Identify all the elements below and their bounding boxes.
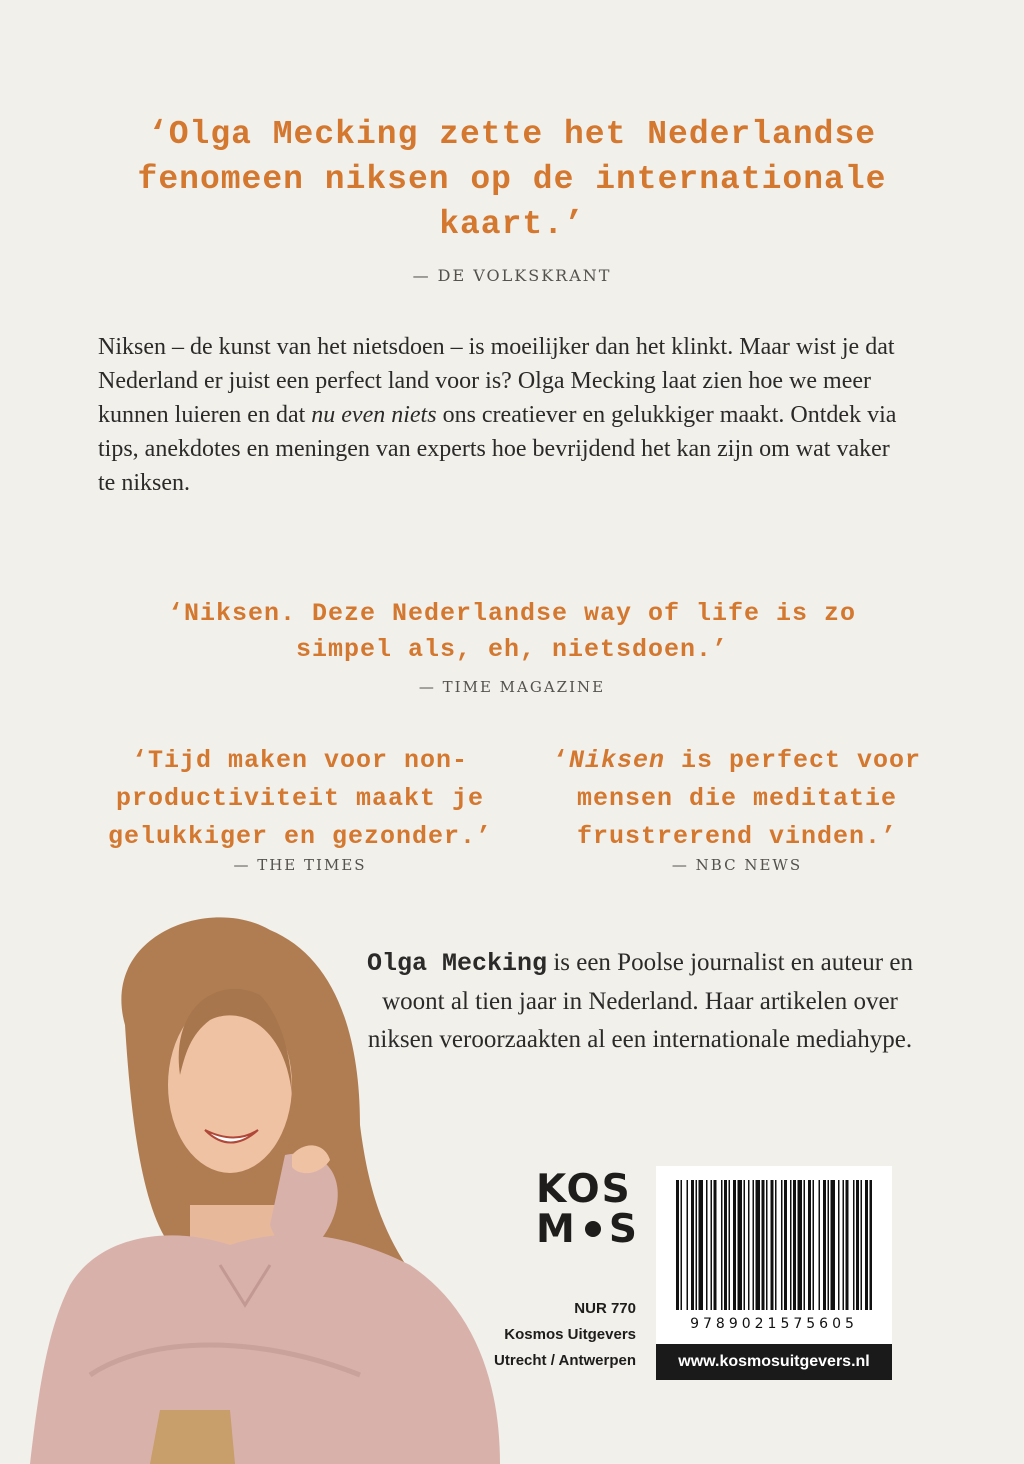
- description-italic: nu even niets: [311, 402, 437, 428]
- quote-nbc-italic: Niksen: [568, 746, 665, 775]
- quote-source-times: — THE TIMES: [233, 856, 367, 874]
- barcode-bar: [744, 1180, 746, 1310]
- publisher-city: Utrecht / Antwerpen: [494, 1352, 636, 1369]
- logo-letter-m: M: [536, 1207, 577, 1252]
- barcode-bar: [714, 1180, 717, 1310]
- barcode-bar: [687, 1180, 689, 1310]
- barcode-bar: [793, 1180, 796, 1310]
- isbn-number: 9789021575605: [690, 1316, 858, 1332]
- logo-dot-icon: [585, 1221, 601, 1237]
- barcode-bar: [756, 1180, 761, 1310]
- barcode-bar: [775, 1180, 777, 1310]
- quote-nbc: [532, 742, 942, 856]
- barcode-bar: [706, 1180, 708, 1310]
- barcode-bar: [771, 1180, 774, 1310]
- barcode-bar: [733, 1180, 736, 1310]
- barcode-bar: [724, 1180, 727, 1310]
- barcode-bar: [798, 1180, 803, 1310]
- quote-nbc-prefix: ‘: [552, 746, 569, 775]
- barcode-bar: [753, 1180, 755, 1310]
- barcode-bar: [808, 1180, 811, 1310]
- publisher-url[interactable]: www.kosmosuitgevers.nl: [656, 1344, 892, 1380]
- quote-source-nbc: — NBC NEWS: [671, 856, 803, 874]
- quote-time: ‘Niksen. Deze Nederlandse way of life is zo simpel als, eh, nietsdoen.’: [167, 599, 857, 664]
- barcode-bar: [781, 1180, 783, 1310]
- barcode-bar: [738, 1180, 743, 1310]
- barcode-bar: [838, 1180, 840, 1310]
- barcode-bar: [865, 1180, 868, 1310]
- barcode-bar: [699, 1180, 704, 1310]
- barcode-bar: [681, 1180, 683, 1310]
- barcode-bar: [711, 1180, 713, 1310]
- barcode-bar: [762, 1180, 765, 1310]
- publisher-imprint: [470, 1296, 636, 1374]
- barcode-bar: [813, 1180, 815, 1310]
- barcode-bar: [784, 1180, 787, 1310]
- barcode-bar: [790, 1180, 792, 1310]
- quote-nbc-rest: is perfect voor mensen die meditatie frustrerend vinden.’: [576, 746, 922, 851]
- quote-source-volkskrant: — DE VOLKSKRANT: [412, 266, 612, 285]
- publisher-logo: [536, 1167, 646, 1252]
- quote-volkskrant: ‘Olga Mecking zette het Nederlandse fenomeen niksen op de internationale kaart.’: [137, 116, 887, 243]
- barcode-bar: [828, 1180, 830, 1310]
- barcode-block: [656, 1166, 892, 1380]
- barcode-bar: [861, 1180, 863, 1310]
- barcode-bar: [729, 1180, 731, 1310]
- barcode-bar: [804, 1180, 806, 1310]
- barcode-bar: [870, 1180, 873, 1310]
- barcode-bar: [819, 1180, 821, 1310]
- publisher-name: Kosmos Uitgevers: [504, 1326, 636, 1343]
- barcode-bar: [766, 1180, 768, 1310]
- barcode-bar: [846, 1180, 849, 1310]
- quote-source-time: — TIME MAGAZINE: [418, 678, 606, 696]
- book-description: [98, 330, 898, 500]
- description-part-2: ons creatiever en gelukkiger maakt. Ontdek via tips, anekdotes en meningen van experts hoe bevrijdend het kan zijn om wat vaker te niksen.: [98, 402, 897, 496]
- barcode-bar: [696, 1180, 698, 1310]
- author-bio: [350, 944, 930, 1059]
- barcode-bar: [856, 1180, 859, 1310]
- barcode-icon: [676, 1180, 872, 1314]
- author-bio-text: is een Poolse journalist en auteur en woont al tien jaar in Nederland. Haar artikelen over niksen veroorzaakten al een internationale mediahype.: [367, 949, 913, 1053]
- barcode-bar: [721, 1180, 723, 1310]
- logo-line-2: [536, 1207, 646, 1252]
- barcode-bar: [691, 1180, 694, 1310]
- barcode-bar: [748, 1180, 750, 1310]
- barcode-bar: [676, 1180, 679, 1310]
- logo-letter-s: S: [608, 1207, 639, 1252]
- logo-line-1: KOS: [536, 1167, 632, 1212]
- nur-code: NUR 770: [574, 1300, 636, 1317]
- barcode-bar: [823, 1180, 826, 1310]
- author-name: Olga Mecking: [367, 949, 548, 978]
- description-part-1: Niksen – de kunst van het nietsdoen – is moeilijker dan het klinkt. Maar wist je dat Nederland er juist een perfect land voor is? Olga Mecking laat zien hoe we meer kunnen luieren en dat: [98, 334, 895, 428]
- quote-times: ‘Tijd maken voor non-productiviteit maakt je gelukkiger en gezonder.’: [107, 746, 493, 851]
- barcode-bar: [831, 1180, 836, 1310]
- barcode-bar: [843, 1180, 845, 1310]
- barcode-bar: [853, 1180, 855, 1310]
